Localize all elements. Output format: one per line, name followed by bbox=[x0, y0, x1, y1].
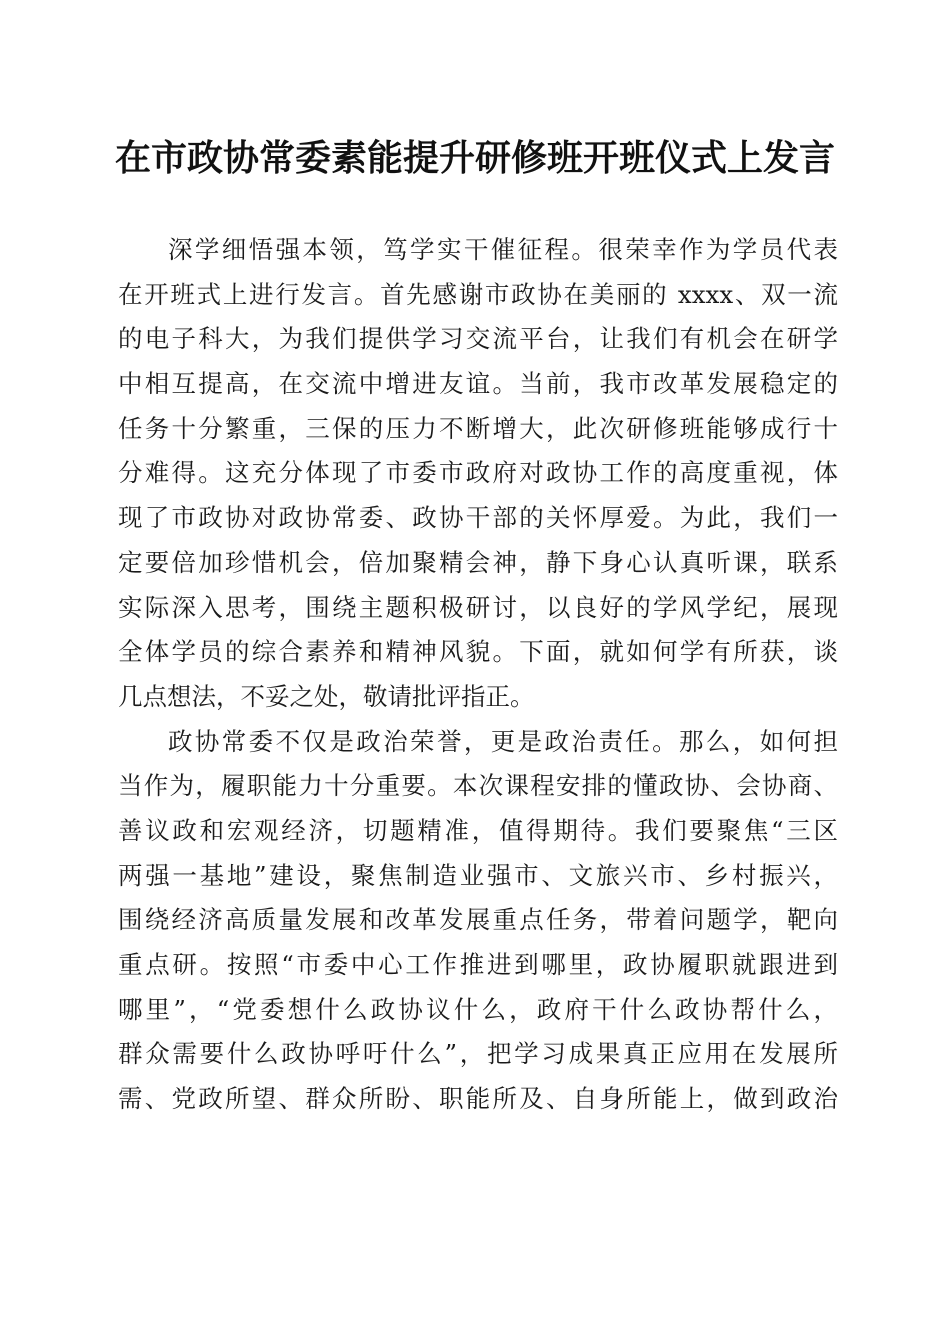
paragraph-1-line-3: 的电子科大，为我们提供学习交流平台，让我们有机会在研学 bbox=[118, 324, 838, 354]
paragraph-1-line-11: 几点想法，不妥之处，敬请批评指正。 bbox=[118, 681, 535, 711]
document-title: 在市政协常委素能提升研修班开班仪式上发言 bbox=[114, 137, 835, 179]
paragraph-1-line-8: 定要倍加珍惜机会，倍加聚精会神，静下身心认真听课，联系 bbox=[118, 547, 838, 577]
paragraph-2-line-6: 重点研。按照“市委中心工作推进到哪里，政协履职就跟进到 bbox=[118, 950, 838, 979]
paragraph-1-line-2: 在开班式上进行发言。首先感谢市政协在美丽的 xxxx、双一流 bbox=[118, 279, 838, 309]
paragraph-1-line-4: 中相互提高，在交流中增进友谊。当前，我市改革发展稳定的 bbox=[118, 369, 838, 399]
paragraph-2-line-8: 群众需要什么政协呼吁什么”，把学习成果真正应用在发展所 bbox=[118, 1039, 838, 1069]
paragraph-2-line-2: 当作为，履职能力十分重要。本次课程安排的懂政协、会协商、 bbox=[118, 771, 838, 801]
paragraph-2-line-3: 善议政和宏观经济，切题精准，值得期待。我们要聚焦“三区 bbox=[118, 815, 838, 845]
paragraph-2-line-1: 政协常委不仅是政治荣誉，更是政治责任。那么，如何担 bbox=[168, 726, 838, 756]
paragraph-2-line-4: 两强一基地”建设，聚焦制造业强市、文旅兴市、乡村振兴， bbox=[118, 860, 838, 890]
paragraph-1-line-7: 现了市政协对政协常委、政协干部的关怀厚爱。为此，我们一 bbox=[118, 503, 838, 533]
paragraph-2-line-5: 围绕经济高质量发展和改革发展重点任务，带着问题学，靶向 bbox=[118, 905, 838, 935]
paragraph-1-line-5: 任务十分繁重，三保的压力不断增大，此次研修班能够成行十 bbox=[118, 413, 838, 443]
paragraph-1-line-9: 实际深入思考，围绕主题积极研讨，以良好的学风学纪，展现 bbox=[118, 592, 838, 622]
document-body bbox=[118, 228, 838, 1122]
paragraph-2-line-9: 需、党政所望、群众所盼、职能所及、自身所能上，做到政治 bbox=[118, 1084, 838, 1114]
paragraph-1-line-6: 分难得。这充分体现了市委市政府对政协工作的高度重视，体 bbox=[118, 458, 838, 488]
paragraph-1-line-10: 全体学员的综合素养和精神风貌。下面，就如何学有所获，谈 bbox=[118, 637, 838, 667]
paragraph-1-line-1: 深学细悟强本领，笃学实干催征程。很荣幸作为学员代表 bbox=[168, 235, 838, 264]
paragraph-2-line-7: 哪里”，“党委想什么政协议什么，政府干什么政协帮什么， bbox=[118, 994, 838, 1024]
